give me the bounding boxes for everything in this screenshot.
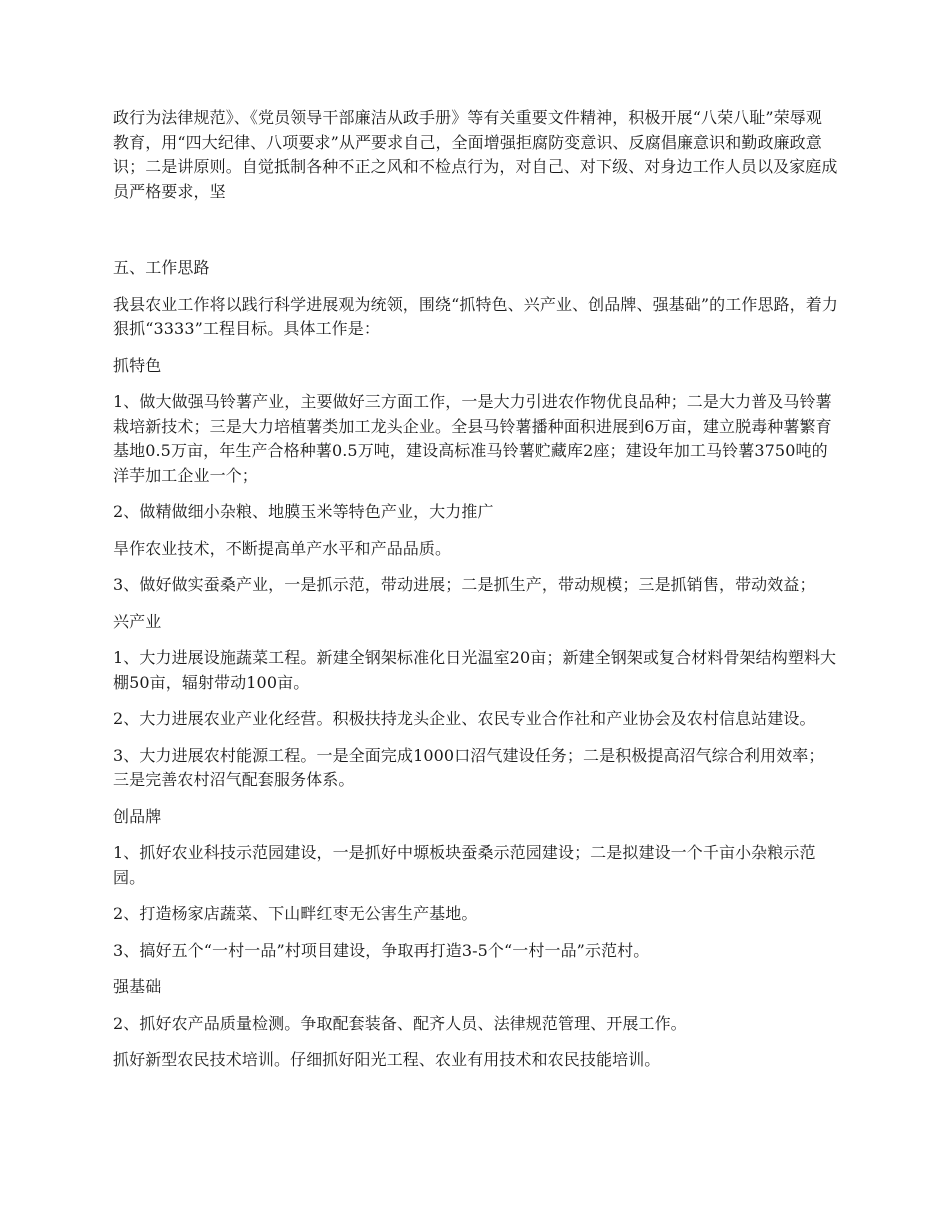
- paragraph: 3、搞好五个“一村一品”村项目建设，争取再打造3-5个“一村一品”示范村。: [113, 940, 650, 960]
- subsection-heading: 抓特色: [113, 355, 162, 375]
- subsection-heading: 兴产业: [113, 611, 162, 631]
- paragraph: 1、抓好农业科技示范园建设，一是抓好中塬板块蚕桑示范园建设；二是拟建设一个千亩小杂粮示范园。: [113, 843, 816, 887]
- document-page: [113, 106, 838, 1085]
- intro-paragraph: 政行为法律规范》、《党员领导干部廉洁从政手册》等有关重要文件精神，积极开展“八荣八耻”荣辱观教育，用“四大纪律、八项要求”从严要求自己，全面增强拒腐防变意识、反腐倡廉意识和勤政廉政意识；二是讲原则。自觉抵制各种不正之风和不检点行为，对自己、对下级、对身边工作人员以及家庭成员严格要求，坚: [113, 108, 838, 201]
- paragraph: 3、做好做实蚕桑产业，一是抓示范，带动进展；二是抓生产，带动规模；三是抓销售，带动效益；: [113, 575, 816, 594]
- paragraph: 3、大力进展农村能源工程。一是全面完成1000口沼气建设任务；二是积极提高沼气综合利用效率；三是完善农村沼气配套服务体系。: [113, 745, 825, 789]
- subsection-heading: 强基础: [113, 977, 162, 996]
- paragraph: 2、大力进展农业产业化经营。积极扶持龙头企业、农民专业合作社和产业协会及农村信息站建设。: [113, 709, 816, 728]
- paragraph: 2、抓好农产品质量检测。争取配套装备、配齐人员、法律规范管理、开展工作。: [113, 1013, 687, 1033]
- subsection-heading: 创品牌: [113, 806, 162, 826]
- paragraph: 1、做大做强马铃薯产业，主要做好三方面工作，一是大力引进农作物优良品种；二是大力普及马铃薯栽培新技术；三是大力培植薯类加工龙头企业。全县马铃薯播种面积进展到6万亩，建立脱毒种薯繁育基地0.5万亩，年生产合格种薯0.5万吨，建设高标准马铃薯贮藏库2座；建设年加工马铃薯3750吨的洋芋加工企业一个；: [113, 392, 832, 485]
- paragraph: 我县农业工作将以践行科学进展观为统领，围绕“抓特色、兴产业、创品牌、强基础”的工作思路，着力狠抓“3333”工程目标。具体工作是：: [113, 294, 838, 338]
- paragraph: 抓好新型农民技术培训。仔细抓好阳光工程、农业有用技术和农民技能培训。: [113, 1050, 661, 1069]
- paragraph: 2、打造杨家店蔬菜、下山畔红枣无公害生产基地。: [113, 904, 478, 923]
- section-heading: 五、工作思路: [113, 258, 210, 277]
- paragraph: 1、大力进展设施蔬菜工程。新建全钢架标准化日光温室20亩；新建全钢架或复合材料骨架结构塑料大棚50亩，辐射带动100亩。: [113, 648, 837, 692]
- paragraph: 2、做精做细小杂粮、地膜玉米等特色产业，大力推广: [113, 502, 494, 521]
- paragraph: 旱作农业技术，不断提高单产水平和产品品质。: [113, 538, 452, 558]
